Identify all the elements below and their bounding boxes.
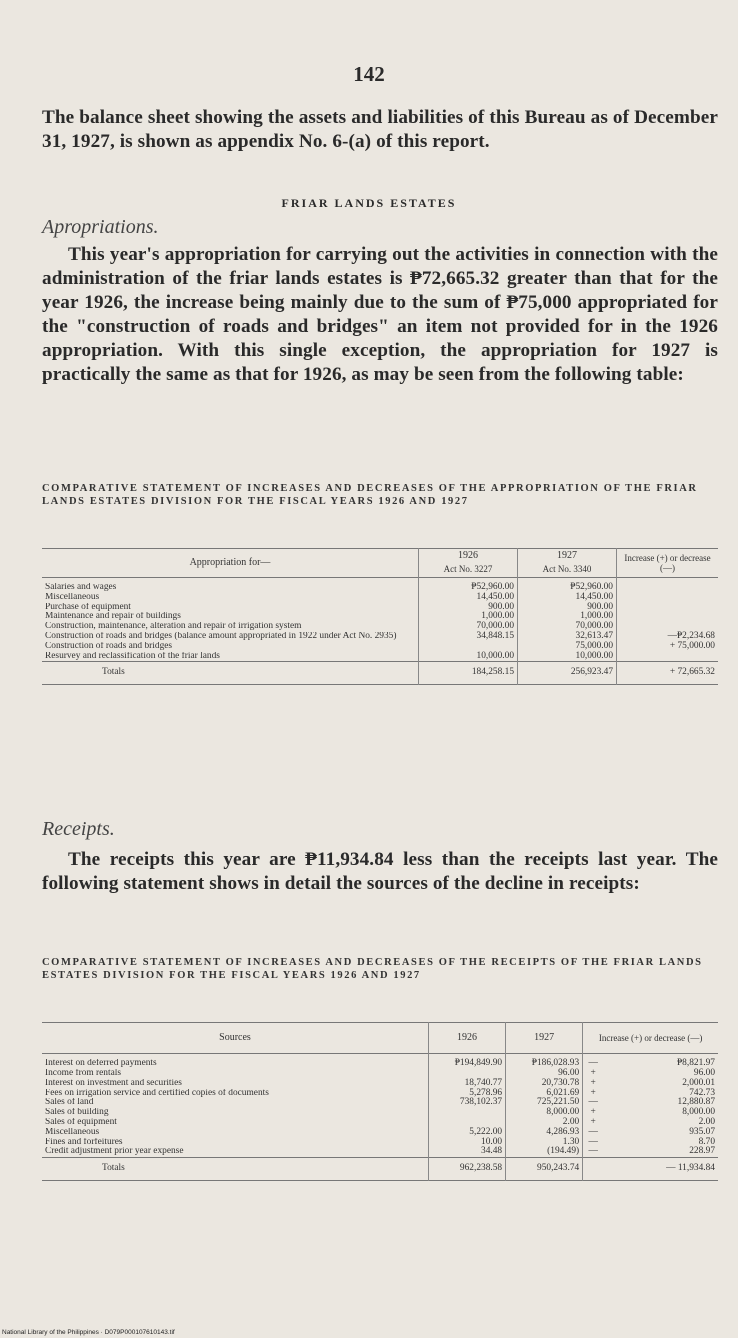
row-1927-value: 14,450.00 xyxy=(518,593,617,603)
row-1927-value: 70,000.00 xyxy=(518,622,617,632)
row-label: Maintenance and repair of buildings xyxy=(45,612,181,622)
row-label: Purchase of equipment xyxy=(45,602,131,612)
receipts-table xyxy=(42,1022,718,1181)
row-label: Sales of equipment xyxy=(45,1118,117,1128)
appropriations-col-change: Increase (+) or decrease (—) xyxy=(617,549,719,578)
row-change-sign: + xyxy=(583,1108,604,1118)
receipts-col-label: Sources xyxy=(219,1032,251,1043)
totals-label: Totals xyxy=(102,667,125,678)
table-row xyxy=(42,612,718,622)
row-change-sign: — xyxy=(583,1147,604,1157)
row-1926-value: 10,000.00 xyxy=(419,652,518,662)
totals-1927: 950,243.74 xyxy=(506,1158,583,1181)
row-change-value: 2,000.01 xyxy=(682,1077,715,1088)
appropriations-table xyxy=(42,548,718,685)
page-number: 142 xyxy=(353,62,385,86)
row-1927-value: 8,000.00 xyxy=(506,1108,583,1118)
appropriations-table-caption: COMPARATIVE STATEMENT OF INCREASES AND DECREASES OF THE APPROPRIATION OF THE FRIAR LANDS ESTATES DIVISION FOR THE FISCAL YEARS 1926 AND 1927 xyxy=(42,483,698,507)
table-row xyxy=(42,1089,718,1099)
row-change-value: 12,880.87 xyxy=(677,1097,715,1108)
row-change-value: 96.00 xyxy=(693,1068,715,1079)
row-label: Fines and forfeitures xyxy=(45,1137,123,1147)
row-change-value: ₱8,821.97 xyxy=(676,1058,715,1069)
table-row xyxy=(42,632,718,642)
receipts-table-caption: COMPARATIVE STATEMENT OF INCREASES AND DECREASES OF THE RECEIPTS OF THE FRIAR LANDS ESTATES DIVISION FOR THE FISCAL YEARS 1926 AND 1927 xyxy=(42,957,703,981)
row-1927-value: 2.00 xyxy=(506,1118,583,1128)
scan-footer: National Library of the Philippines · D079P000107610143.tif xyxy=(2,1329,175,1336)
row-1926-value: 900.00 xyxy=(419,603,518,613)
row-1926-value: 14,450.00 xyxy=(419,593,518,603)
row-change-sign: — xyxy=(583,1098,604,1108)
row-1926-value: 34.48 xyxy=(429,1147,506,1157)
row-label: Resurvey and reclassification of the friar lands xyxy=(45,651,220,661)
row-1926-value: 18,740.77 xyxy=(429,1079,506,1089)
totals-1926: 184,258.15 xyxy=(419,662,518,685)
row-label: Construction of roads and bridges (balance amount appropriated in 1922 under Act No. 2935) xyxy=(45,632,397,642)
row-change-value xyxy=(617,652,719,662)
appropriations-col-1927: 1927 xyxy=(518,549,617,563)
row-1927-value: 900.00 xyxy=(518,603,617,613)
table-row xyxy=(42,1138,718,1148)
row-1927-value: 75,000.00 xyxy=(518,642,617,652)
intro-paragraph: The balance sheet showing the assets and liabilities of this Bureau as of December 31, 1927, is shown as appendix No. 6-(a) of this report. xyxy=(42,107,718,152)
totals-change: + 72,665.32 xyxy=(617,662,719,685)
row-label: Fees on irrigation service and certified copies of documents xyxy=(45,1088,269,1098)
row-change-value: 8,000.00 xyxy=(682,1107,715,1118)
table-row xyxy=(42,603,718,613)
row-label: Miscellaneous xyxy=(45,592,100,602)
row-change-value: 8.70 xyxy=(698,1136,715,1147)
row-1927-value: 1,000.00 xyxy=(518,612,617,622)
table-row xyxy=(42,652,718,662)
totals-label: Totals xyxy=(102,1163,125,1174)
totals-1927: 256,923.47 xyxy=(518,662,617,685)
appropriations-col-label: Appropriation for— xyxy=(189,556,271,568)
receipts-subheading: Receipts. xyxy=(42,818,115,840)
totals-row xyxy=(42,662,718,685)
row-change-value xyxy=(617,583,719,593)
receipts-paragraph: The receipts this year are ₱11,934.84 less than the receipts last year. The following statement shows in detail the sources of the decline in receipts: xyxy=(42,849,718,894)
totals-1926: 962,238.58 xyxy=(429,1158,506,1181)
row-label: Sales of building xyxy=(45,1108,109,1118)
row-label: Income from rentals xyxy=(45,1069,122,1079)
appropriations-col-1926-sub: Act No. 3227 xyxy=(419,563,518,577)
appropriations-col-1927-sub: Act No. 3340 xyxy=(518,563,617,577)
receipts-col-1926: 1926 xyxy=(429,1023,506,1054)
row-change-sign: — xyxy=(583,1128,604,1138)
row-label: Credit adjustment prior year expense xyxy=(45,1147,184,1157)
row-1927-value: 96.00 xyxy=(506,1069,583,1079)
row-change-sign: + xyxy=(583,1089,604,1099)
table-row xyxy=(42,1098,718,1108)
row-1926-value: 10.00 xyxy=(429,1138,506,1148)
row-1926-value: 34,848.15 xyxy=(419,632,518,642)
table-row xyxy=(42,622,718,632)
row-change-sign: + xyxy=(583,1118,604,1128)
row-label: Interest on deferred payments xyxy=(45,1059,157,1069)
row-change-value: 935.07 xyxy=(689,1126,715,1137)
row-1926-value: 70,000.00 xyxy=(419,622,518,632)
row-label: Construction of roads and bridges xyxy=(45,641,173,651)
receipts-col-change: Increase (+) or decrease (—) xyxy=(583,1023,718,1054)
row-1926-value xyxy=(429,1108,506,1118)
row-change-sign: — xyxy=(583,1059,604,1069)
row-label: Salaries and wages xyxy=(45,583,117,593)
row-label: Construction, maintenance, alteration and repair of irrigation system xyxy=(45,622,302,632)
table-row xyxy=(42,1069,718,1079)
row-change-sign: + xyxy=(583,1069,604,1079)
row-label: Sales of land xyxy=(45,1098,94,1108)
row-change-value xyxy=(617,593,719,603)
row-1927-value: 725,221.50 xyxy=(506,1098,583,1108)
row-change-value: 742.73 xyxy=(689,1087,715,1098)
appropriations-paragraph: This year's appropriation for carrying out the activities in connection with the administration of the friar lands estates is ₱72,665.32 greater than that for the year 1926, the increase being mainly due to the sum of ₱75,000 appropriated for the "construction of roads and bridges" an item not provided for in the 1926 appropriation. With this single exception, the appropriation for 1927 is practically the same as that for 1926, as may be seen from the following table: xyxy=(42,244,718,385)
table-row xyxy=(42,1128,718,1138)
row-1927-value: 6,021.69 xyxy=(506,1089,583,1099)
row-1926-value: 5,278.96 xyxy=(429,1089,506,1099)
table-row xyxy=(42,1059,718,1069)
table-row xyxy=(42,1118,718,1128)
row-1927-value: 20,730.78 xyxy=(506,1079,583,1089)
row-change-value: + 75,000.00 xyxy=(617,642,719,652)
row-1927-value: ₱52,960.00 xyxy=(518,583,617,593)
row-change-value xyxy=(617,603,719,613)
row-label: Miscellaneous xyxy=(45,1127,100,1137)
row-change-sign: — xyxy=(583,1138,604,1148)
row-1926-value: ₱52,960.00 xyxy=(419,583,518,593)
totals-change: — 11,934.84 xyxy=(583,1158,718,1181)
row-label: Interest on investment and securities xyxy=(45,1078,182,1088)
row-change-value: 2.00 xyxy=(698,1117,715,1128)
table-row xyxy=(42,583,718,593)
appropriations-subheading: Apropriations. xyxy=(42,216,159,238)
row-1927-value: 4,286.93 xyxy=(506,1128,583,1138)
appropriations-col-1926: 1926 xyxy=(419,549,518,563)
row-1926-value: 738,102.37 xyxy=(429,1098,506,1108)
table-row xyxy=(42,593,718,603)
section-heading: FRIAR LANDS ESTATES xyxy=(281,196,457,210)
row-change-value xyxy=(617,612,719,622)
table-row xyxy=(42,642,718,652)
row-1927-value: (194.49) xyxy=(506,1147,583,1157)
row-1927-value: ₱186,028.93 xyxy=(506,1059,583,1069)
row-change-value: —₱2,234.68 xyxy=(617,632,719,642)
table-row xyxy=(42,1147,718,1157)
row-1927-value: 1.30 xyxy=(506,1138,583,1148)
row-1926-value: 1,000.00 xyxy=(419,612,518,622)
row-1926-value: 5,222.00 xyxy=(429,1128,506,1138)
table-row xyxy=(42,1079,718,1089)
row-1927-value: 10,000.00 xyxy=(518,652,617,662)
row-change-value: 228.97 xyxy=(689,1146,715,1157)
row-1926-value: ₱194,849.90 xyxy=(429,1059,506,1069)
table-row xyxy=(42,1108,718,1118)
totals-row xyxy=(42,1158,718,1181)
row-1927-value: 32,613.47 xyxy=(518,632,617,642)
row-change-sign: + xyxy=(583,1079,604,1089)
receipts-col-1927: 1927 xyxy=(506,1023,583,1054)
